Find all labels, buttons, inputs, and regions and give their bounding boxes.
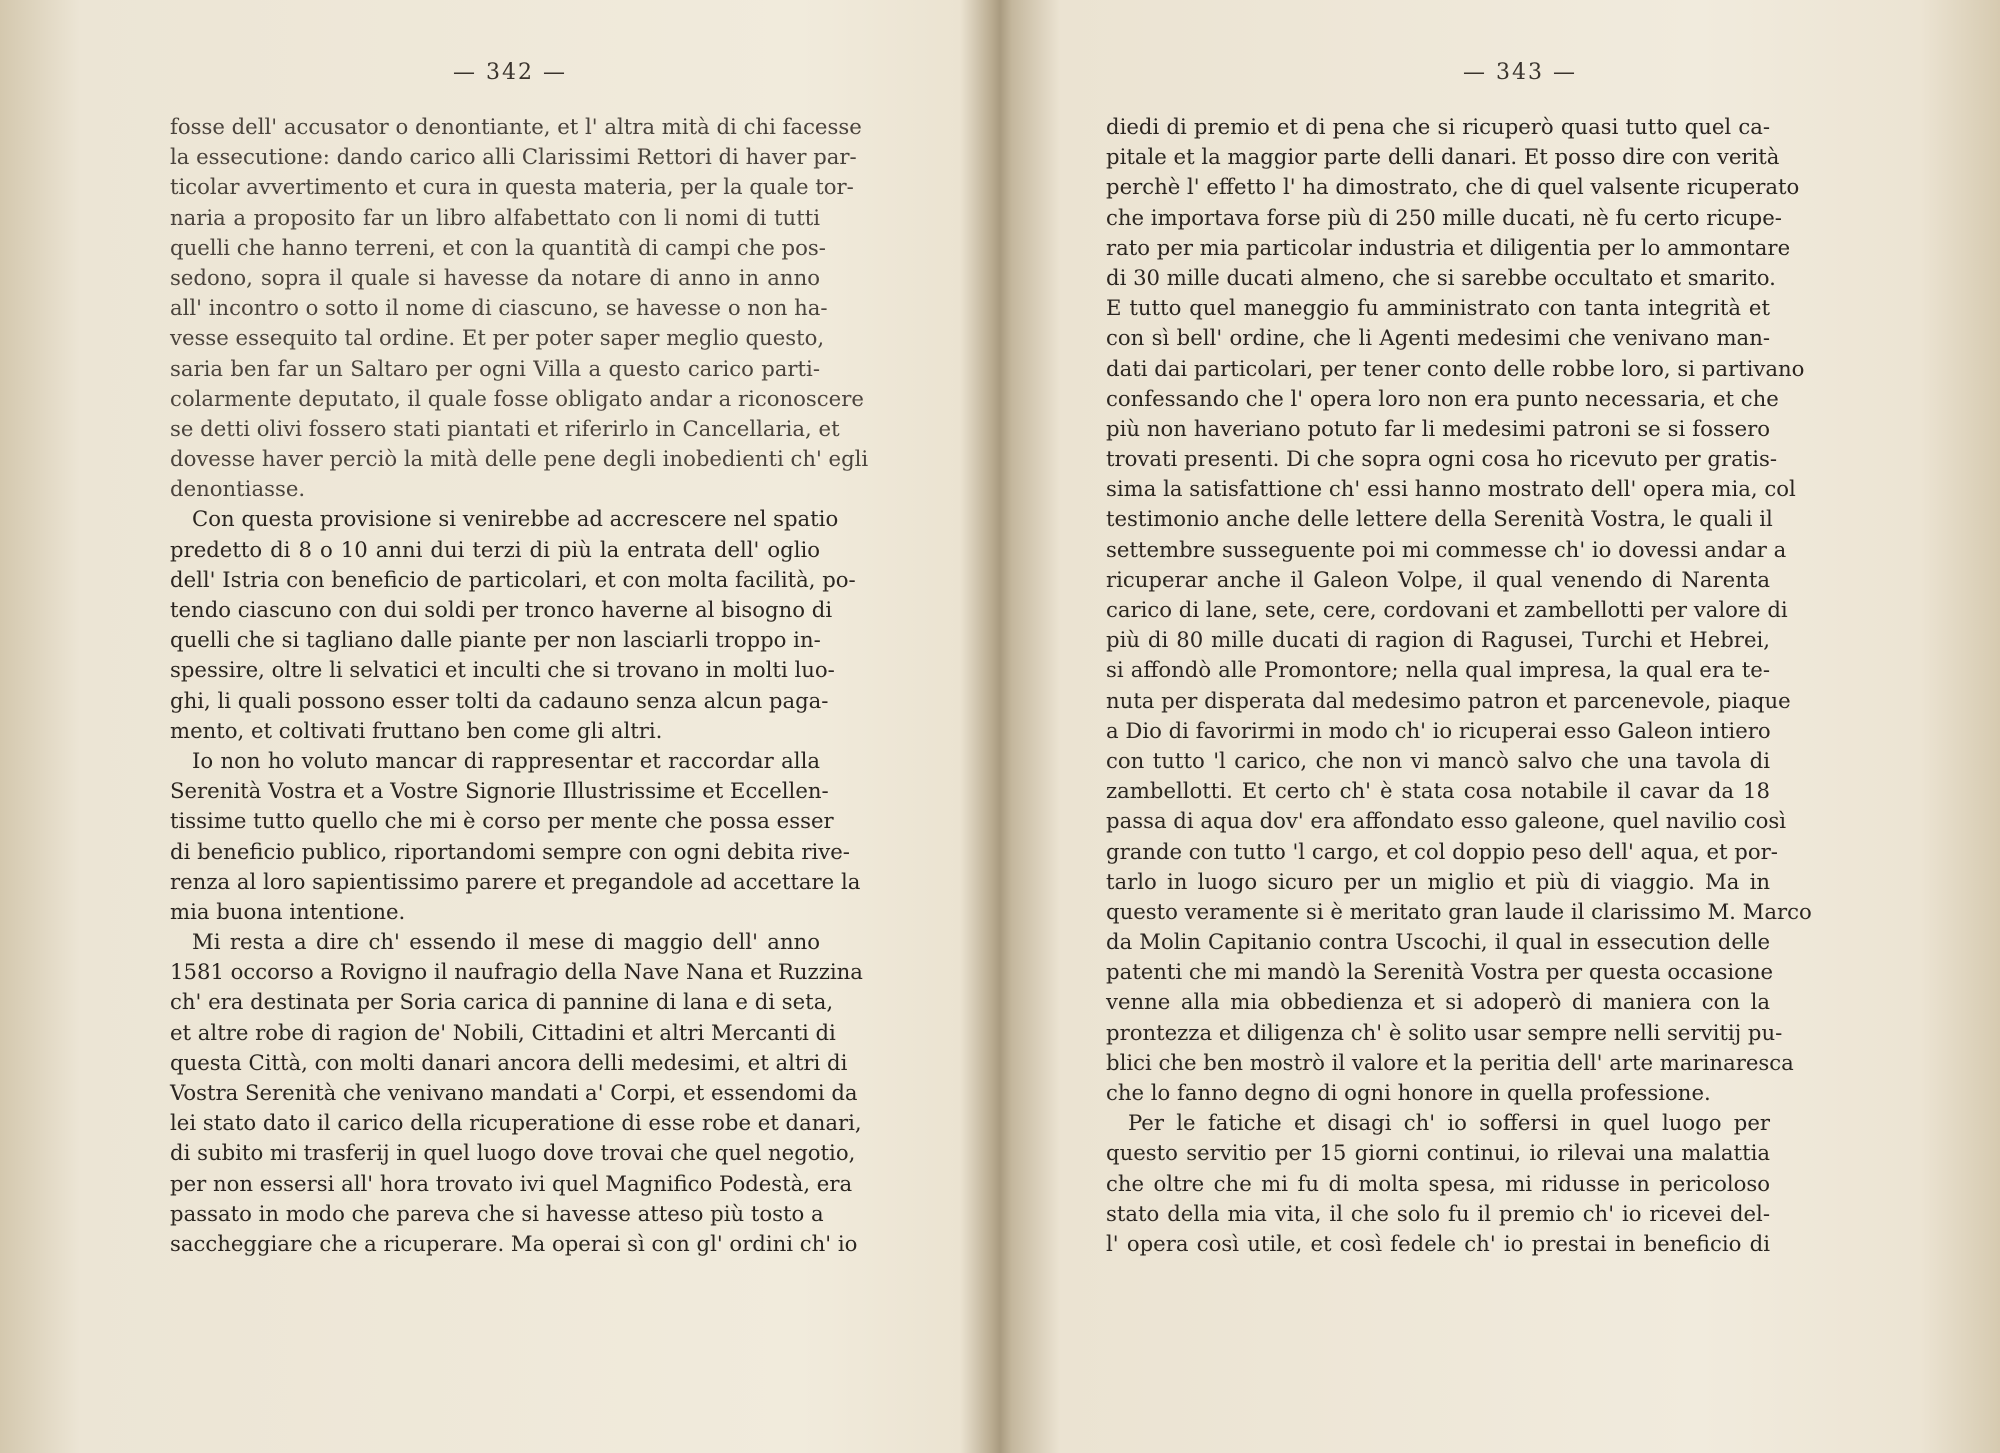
text-line: quelli che si tagliano dalle piante per non lasciarli troppo in-	[170, 627, 821, 653]
text-line: testimonio anche delle lettere della Serenità Vostra, le quali il	[1106, 506, 1773, 532]
text-line: rato per mia particolar industria et diligentia per lo ammontare	[1106, 234, 1791, 260]
text-line: stato della mia vita, il che solo fu il premio ch' io ricevei del-	[1106, 1200, 1770, 1226]
text-line: denontiasse.	[170, 476, 306, 502]
text-line: Mi resta a dire ch' essendo il mese di maggio dell' anno	[192, 929, 820, 955]
text-line: con sì bell' ordine, che li Agenti medesimi che venivano man-	[1106, 325, 1770, 351]
text-line: predetto di 8 o 10 anni dui terzi di più la entrata dell' oglio	[170, 536, 820, 562]
text-line: di 30 mille ducati almeno, che si sarebbe occultato et smarito.	[1106, 264, 1776, 290]
text-line: ghi, li quali possono esser tolti da cadauno senza alcun paga-	[170, 687, 829, 713]
text-line: saria ben far un Saltaro per ogni Villa a questo carico parti-	[170, 355, 820, 381]
text-line: Con questa provisione si venirebbe ad accrescere nel spatio	[192, 506, 839, 532]
text-line: perchè l' effetto l' ha dimostrato, che di quel valsente ricuperato	[1106, 174, 1800, 200]
text-line: vesse essequito tal ordine. Et per poter saper meglio questo,	[170, 325, 825, 351]
left-page-text	[170, 112, 869, 1259]
text-line: colarmente deputato, il quale fosse obligato andar a riconoscere	[170, 385, 864, 411]
text-line: ticolar avvertimento et cura in questa materia, per la quale tor-	[170, 174, 854, 200]
text-line: dell' Istria con beneficio de particolari, et con molta facilità, po-	[170, 566, 856, 592]
text-line: settembre susseguente poi mi commesse ch' io dovessi andar a	[1106, 536, 1787, 562]
text-line: all' incontro o sotto il nome di ciascuno, se havesse o non ha-	[170, 295, 828, 321]
text-line: patenti che mi mandò la Serenità Vostra per questa occasione	[1106, 959, 1774, 985]
text-line: a Dio di favorirmi in modo ch' io ricuperai esso Galeon intiero	[1106, 717, 1771, 743]
text-line: se detti olivi fossero stati piantati et riferirlo in Cancellaria, et	[170, 415, 840, 441]
text-line: di subito mi trasferij in quel luogo dove trovai che quel negotio,	[170, 1140, 856, 1166]
text-line: 1581 occorso a Rovigno il naufragio della Nave Nana et Ruzzina	[170, 959, 863, 985]
text-line: Vostra Serenità che venivano mandati a' Corpi, et essendomi da	[170, 1080, 858, 1105]
text-line: dati dai particolari, per tener conto delle robbe loro, si partivano	[1106, 355, 1805, 381]
text-line: di beneficio publico, riportandomi sempre con ogni debita rive-	[170, 838, 850, 864]
text-line: pitale et la maggior parte delli danari. Et posso dire con verità	[1106, 144, 1780, 170]
text-line: tissime tutto quello che mi è corso per mente che possa esser	[170, 808, 834, 834]
text-line: E tutto quel maneggio fu amministrato con tanta integrità et	[1106, 295, 1770, 321]
text-line: mento, et coltivati fruttano ben come gli altri.	[170, 717, 663, 743]
text-line: renza al loro sapientissimo parere et pregandole ad accettare la	[170, 868, 861, 894]
text-line: più di 80 mille ducati di ragion di Ragusei, Turchi et Hebrei,	[1106, 627, 1770, 653]
text-line: et altre robe di ragion de' Nobili, Cittadini et altri Mercanti di	[170, 1019, 836, 1045]
text-line: zambellotti. Et certo ch' è stata cosa notabile il cavar da 18	[1106, 778, 1770, 804]
text-line: questo veramente si è meritato gran laude il clarissimo M. Marco	[1106, 898, 1812, 924]
text-line: che oltre che mi fu di molta spesa, mi ridusse in pericoloso	[1106, 1170, 1770, 1196]
text-line: Io non ho voluto mancar di rappresentar et raccordar alla	[192, 747, 820, 773]
text-line: diedi di premio et di pena che si ricuperò quasi tutto quel ca-	[1106, 114, 1770, 139]
text-line: confessando che l' opera loro non era punto necessaria, et che	[1106, 385, 1779, 411]
text-line: ricuperar anche il Galeon Volpe, il qual venendo di Narenta	[1106, 566, 1770, 592]
left-page	[30, 0, 990, 1453]
text-line: quelli che hanno terreni, et con la quantità di campi che pos-	[170, 234, 826, 260]
text-line: fosse dell' accusator o denontiante, et l' altra mità di chi facesse	[170, 114, 862, 139]
right-page-text	[1106, 112, 1812, 1259]
text-line: questa Città, con molti danari ancora delli medesimi, et altri di	[170, 1049, 848, 1075]
text-line: Per le fatiche et disagi ch' io soffersi in quel luogo per	[1128, 1110, 1770, 1136]
text-line: che lo fanno degno di ogni honore in quella professione.	[1106, 1080, 1711, 1105]
text-line: si affondò alle Promontore; nella qual impresa, la qual era te-	[1106, 657, 1770, 683]
text-line: saccheggiare che a ricuperare. Ma operai sì con gl' ordini ch' io	[170, 1230, 858, 1256]
text-line: tendo ciascuno con dui soldi per tronco haverne al bisogno di	[170, 597, 833, 622]
text-line: nuta per disperata dal medesimo patron et parcenevole, piaque	[1106, 687, 1791, 713]
text-line: con tutto 'l carico, che non vi mancò salvo che una tavola di	[1106, 747, 1770, 773]
text-line: da Molin Capitanio contra Uscochi, il qual in essecution delle	[1106, 929, 1770, 955]
text-line: prontezza et diligenza ch' è solito usar sempre nelli servitij pu-	[1106, 1019, 1783, 1045]
text-line: Serenità Vostra et a Vostre Signorie Illustrissime et Eccellen-	[170, 778, 829, 804]
text-line: più non haveriano potuto far li medesimi patroni se si fossero	[1106, 415, 1770, 441]
text-line: per non essersi all' hora trovato ivi quel Magnifico Podestà, era	[170, 1170, 853, 1196]
text-line: lei stato dato il carico della ricuperatione di esse robe et danari,	[170, 1110, 862, 1136]
text-line: passato in modo che pareva che si havesse atteso più tosto a	[170, 1200, 824, 1226]
right-page	[1040, 0, 2000, 1453]
text-line: blici che ben mostrò il valore et la peritia dell' arte marinaresca	[1106, 1049, 1794, 1075]
text-line: naria a proposito far un libro alfabettato con li nomi di tutti	[170, 204, 820, 230]
text-line: sima la satisfattione ch' essi hanno mostrato dell' opera mia, col	[1106, 476, 1796, 502]
text-line: passa di aqua dov' era affondato esso galeone, quel navilio così	[1106, 808, 1787, 834]
text-line: che importava forse più di 250 mille ducati, nè fu certo ricupe-	[1106, 204, 1782, 230]
text-line: carico di lane, sete, cere, cordovani et zambellotti per valore di	[1106, 597, 1788, 622]
page-number-right: — 343 —	[1463, 60, 1577, 85]
text-line: l' opera così utile, et così fedele ch' io prestai in beneficio di	[1106, 1230, 1770, 1256]
text-line: la essecutione: dando carico alli Clarissimi Rettori di haver par-	[170, 144, 857, 170]
text-line: trovati presenti. Di che sopra ogni cosa ho ricevuto per gratis-	[1106, 446, 1778, 472]
text-line: sedono, sopra il quale si havesse da notare di anno in anno	[170, 264, 820, 290]
text-line: venne alla mia obbedienza et si adoperò di maniera con la	[1106, 989, 1770, 1015]
text-line: questo servitio per 15 giorni continui, io rilevai una malattia	[1106, 1140, 1770, 1166]
page-number-left: — 342 —	[453, 60, 567, 85]
text-line: spessire, oltre li selvatici et inculti che si trovano in molti luo-	[170, 657, 835, 683]
text-line: mia buona intentione.	[170, 898, 406, 924]
text-line: ch' era destinata per Soria carica di pannine di lana e di seta,	[170, 989, 834, 1015]
text-line: dovesse haver perciò la mità delle pene degli inobedienti ch' egli	[170, 446, 869, 472]
text-line: grande con tutto 'l cargo, et col doppio peso dell' aqua, et por-	[1106, 838, 1778, 864]
text-line: tarlo in luogo sicuro per un miglio et più di viaggio. Ma in	[1106, 868, 1770, 894]
